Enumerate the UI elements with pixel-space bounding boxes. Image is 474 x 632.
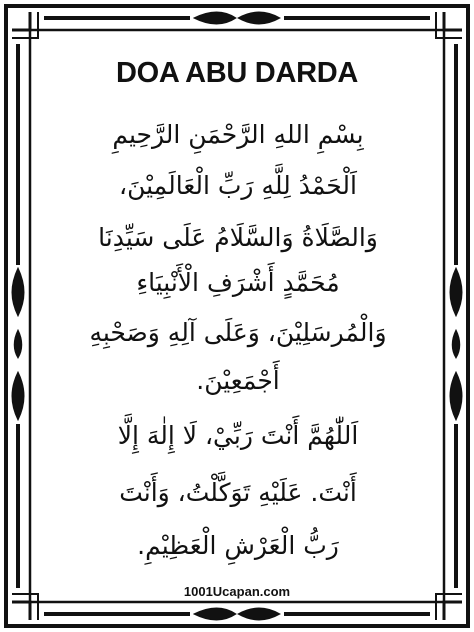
- arabic-line-2: اَلْحَمْدُ لِلَّهِ رَبِّ الْعَالَمِيْنَ،: [119, 171, 357, 200]
- arabic-line-1: بِسْمِ اللهِ الرَّحْمَنِ الرَّحِيمِ: [112, 120, 364, 149]
- corner-ornament-top-left: [12, 12, 38, 38]
- corner-ornament-top-right: [436, 12, 462, 38]
- website-footer: 1001Ucapan.com: [183, 584, 291, 599]
- arabic-line-8: أَنْتَ. عَلَيْهِ تَوَكَّلْتُ، وَأَنْتَ: [119, 478, 357, 507]
- arabic-line-6: أَجْمَعِيْنَ.: [196, 366, 280, 395]
- arabic-line-3: وَالصَّلَاةُ وَالسَّلَامُ عَلَى سَيِّدِنَا: [98, 223, 378, 252]
- side-ornament-right: [450, 44, 462, 588]
- side-ornament-left: [12, 44, 24, 588]
- side-ornament-top: [44, 12, 430, 24]
- side-ornament-bottom: [44, 608, 430, 620]
- page-title: DOA ABU DARDA: [115, 57, 359, 89]
- arabic-line-7: اَللّٰهُمَّ أَنْتَ رَبِّيْ، لَا إِلٰهَ إِلَّا: [117, 421, 359, 450]
- arabic-line-5: وَالْمُرسَلِيْنَ، وَعَلَى آلِهِ وَصَحْبِهِ: [89, 318, 387, 347]
- arabic-line-9: رَبُّ الْعَرْشِ الْعَظِيْمِ.: [137, 531, 339, 560]
- inner-border: [30, 30, 444, 602]
- arabic-line-4: مُحَمَّدٍ أَشْرَفِ الْأَنْبِيَاءِ: [136, 268, 340, 297]
